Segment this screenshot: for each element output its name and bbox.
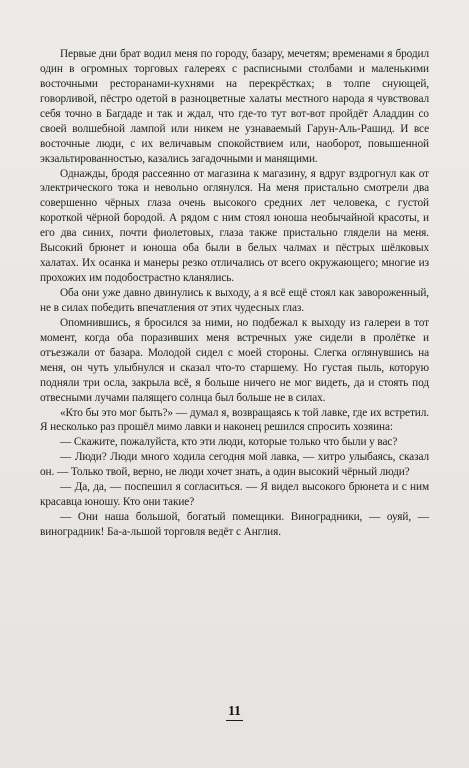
dialogue-line: — Они наша большой, богатый помещики. Виноградники, — оуяй, — виноградник! Ба-а-льшой торговля ведёт с Англия. bbox=[40, 511, 429, 538]
body-text bbox=[40, 47, 429, 540]
paragraph: Опомнившись, я бросился за ними, но подбежал к выходу из галереи в тот момент, когда оба поразивших меня встречных уже сидели в пролётке и отъезжали от базара. Молодой сидел с моей стороны. Слегка оглянувшись на меня, он чуть улыбнулся и сказал что-то старшему. Но густая пыль, которую подняли три осла, закрыла всё, я больше ничего не мог видеть, да и стоять под отвесными лучами палящего солнца был больше не в силах. bbox=[40, 316, 429, 404]
dialogue-line: — Да, да, — поспешил я согласиться. — Я видел высокого брюнета и с ним красавца юношу. Кто они такие? bbox=[40, 481, 429, 509]
paragraph: Однажды, бродя рассеянно от магазина к магазину, я вдруг вздрогнул как от электрического тока и невольно оглянулся. На меня пристально смотрели два совершенно чёрных глаза очень высокого средних лет человека, с густой короткой чёрной бородой. А рядом с ним стоял юноша необычайной красоты, и его два синих, почти фиолетовых, глаза также пристально глядели на меня. Высокий брюнет и юноша оба были в белых чалмах и пёстрых шёлковых халатах. Их осанка и манеры резко отличались от всего окружающего; многие из прохожих им подобострастно кланялись. bbox=[40, 167, 429, 285]
page-number-label: 11 bbox=[226, 704, 243, 721]
page-number bbox=[0, 703, 469, 721]
dialogue-line: — Скажите, пожалуйста, кто эти люди, которые только что были у вас? bbox=[60, 436, 398, 449]
paragraph: «Кто бы это мог быть?» — думал я, возвращаясь к той лавке, где их встретил. Я несколько раз прошёл мимо лавки и наконец решился спросить хозяина: bbox=[40, 406, 429, 434]
dialogue-line: — Люди? Люди много ходила сегодня мой лавка, — хитро улыбаясь, сказал он. — Только твой, верно, не люди хочет знать, а один высокий чёрный люди? bbox=[40, 451, 429, 479]
paragraph: Оба они уже давно двинулись к выходу, а я всё ещё стоял как завороженный, не в силах победить впечатления от этих чудесных глаз. bbox=[40, 287, 429, 314]
paragraph: Первые дни брат водил меня по городу, базару, мечетям; временами я бродил один в огромных торговых галереях с расписными столбами и маленькими восточными ресторанами-кухнями на перекрёстках; в толпе снующей, говорливой, пёстро одетой в разноцветные халаты местного народа я чувствовал себя точно в Багдаде и так и ждал, что где-то тут вот-вот пройдёт Аладдин со своей волшебной лампой или никем не узнаваемый Гарун-Аль-Рашид. И все восточные люди, с их величавым спокойствием или, наоборот, повышенной экзальтированностью, казались загадочными и манящими. bbox=[40, 48, 429, 165]
